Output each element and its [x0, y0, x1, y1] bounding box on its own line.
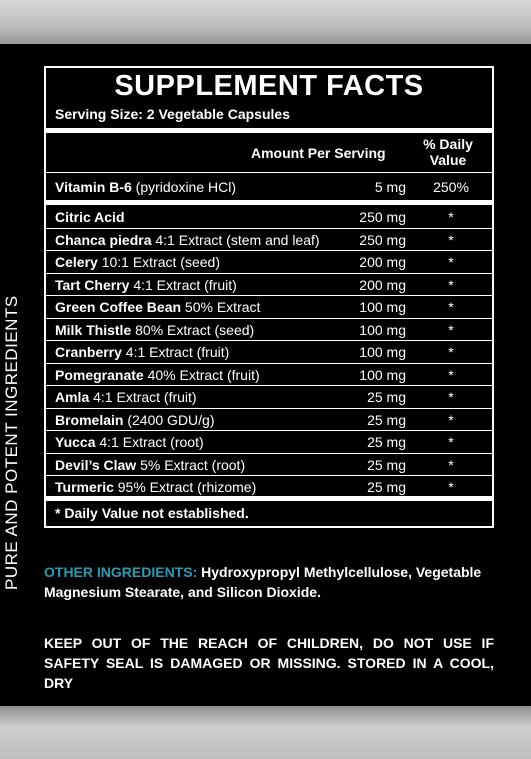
- ingredient-row: [46, 454, 492, 476]
- other-ingredients-text: Hydroxypropyl Methylcellulose, Vegetable Magnesium Stearate, and Silicon Dioxide.: [44, 564, 482, 600]
- ingredient-row: [46, 319, 492, 341]
- ingredient-daily-value: *: [448, 276, 454, 293]
- ingredient-daily-value: *: [448, 456, 454, 473]
- supplement-facts-panel: [44, 66, 494, 528]
- ingredient-name: Milk Thistle 80% Extract (seed): [55, 321, 255, 338]
- ingredient-row: [46, 341, 492, 363]
- ingredient-name: Celery 10:1 Extract (seed): [55, 254, 220, 270]
- ingredient-daily-value: *: [448, 299, 454, 315]
- ingredient-amount: 25 mg: [367, 456, 406, 473]
- ingredient-daily-value: *: [448, 434, 454, 450]
- ingredient-amount: 100 mg: [359, 299, 406, 315]
- ingredient-daily-value: *: [448, 479, 454, 495]
- divider: [46, 172, 492, 173]
- ingredient-daily-value: *: [448, 321, 454, 338]
- ingredient-daily-value: *: [448, 366, 454, 383]
- ingredient-daily-value: *: [448, 344, 454, 360]
- ingredient-row: [46, 476, 492, 498]
- top-silver-band: [0, 0, 531, 44]
- ingredient-row: [46, 206, 492, 228]
- bottom-silver-band: [0, 706, 531, 759]
- ingredient-amount: 25 mg: [367, 434, 406, 450]
- ingredient-amount: 100 mg: [359, 366, 406, 383]
- nutrient-row-vitamin-b6: [46, 176, 492, 198]
- ingredient-amount: 250 mg: [359, 209, 406, 225]
- divider-thick: [46, 128, 492, 133]
- nutrient-name: Vitamin B-6 (pyridoxine HCl): [55, 179, 237, 195]
- divider-thick: [46, 200, 492, 205]
- serving-size: Serving Size: 2 Vegetable Capsules: [55, 106, 290, 122]
- ingredient-row: [46, 229, 492, 251]
- ingredient-row: [46, 364, 492, 386]
- ingredient-amount: 25 mg: [367, 389, 406, 405]
- nutrient-daily-value: 250%: [433, 179, 469, 195]
- warning-text: KEEP OUT OF THE REACH OF CHILDREN, DO NOT USE IF SAFETY SEAL IS DAMAGED OR MISSING. STORED IN A COOL, DRY: [44, 635, 494, 691]
- ingredient-daily-value: *: [448, 231, 454, 248]
- ingredient-name: Chanca piedra 4:1 Extract (stem and leaf): [55, 231, 320, 248]
- ingredient-row: [46, 274, 492, 296]
- ingredient-amount: 100 mg: [359, 344, 406, 360]
- ingredient-name: Yucca 4:1 Extract (root): [55, 434, 204, 450]
- ingredient-name: Turmeric 95% Extract (rhizome): [55, 479, 257, 495]
- ingredient-name: Cranberry 4:1 Extract (fruit): [55, 344, 230, 360]
- ingredient-amount: 200 mg: [359, 254, 406, 270]
- ingredient-name: Citric Acid: [55, 209, 125, 225]
- ingredient-name: Tart Cherry 4:1 Extract (fruit): [55, 276, 237, 293]
- ingredient-amount: 25 mg: [367, 479, 406, 495]
- ingredient-daily-value: *: [448, 209, 454, 225]
- ingredient-amount: 25 mg: [367, 411, 406, 428]
- ingredient-amount: 200 mg: [359, 276, 406, 293]
- ingredient-daily-value: *: [448, 411, 454, 428]
- ingredient-name: Green Coffee Bean 50% Extract: [55, 299, 261, 315]
- side-tagline: PURE AND POTENT INGREDIENTS: [2, 295, 21, 590]
- ingredient-name: Pomegranate 40% Extract (fruit): [55, 366, 260, 383]
- nutrient-amount: 5 mg: [374, 179, 406, 195]
- ingredient-row: [46, 296, 492, 318]
- ingredient-row: [46, 251, 492, 273]
- ingredient-row: [46, 386, 492, 408]
- divider-thick: [46, 496, 492, 501]
- other-ingredients-label: OTHER INGREDIENTS:: [44, 564, 198, 580]
- daily-value-header: % Daily Value: [423, 136, 473, 168]
- ingredient-name: Devil’s Claw 5% Extract (root): [55, 456, 246, 473]
- ingredient-row: [46, 431, 492, 453]
- daily-value-footnote: * Daily Value not established.: [55, 505, 249, 521]
- ingredient-daily-value: *: [448, 254, 454, 270]
- ingredient-row: [46, 409, 492, 431]
- ingredient-daily-value: *: [448, 389, 454, 405]
- ingredient-name: Bromelain (2400 GDU/g): [55, 411, 215, 428]
- ingredient-name: Amla 4:1 Extract (fruit): [55, 389, 197, 405]
- amount-header: Amount Per Serving: [251, 145, 386, 161]
- other-ingredients: [44, 562, 504, 602]
- ingredient-amount: 250 mg: [359, 231, 406, 248]
- ingredient-amount: 100 mg: [359, 321, 406, 338]
- facts-title: SUPPLEMENT FACTS: [114, 70, 424, 102]
